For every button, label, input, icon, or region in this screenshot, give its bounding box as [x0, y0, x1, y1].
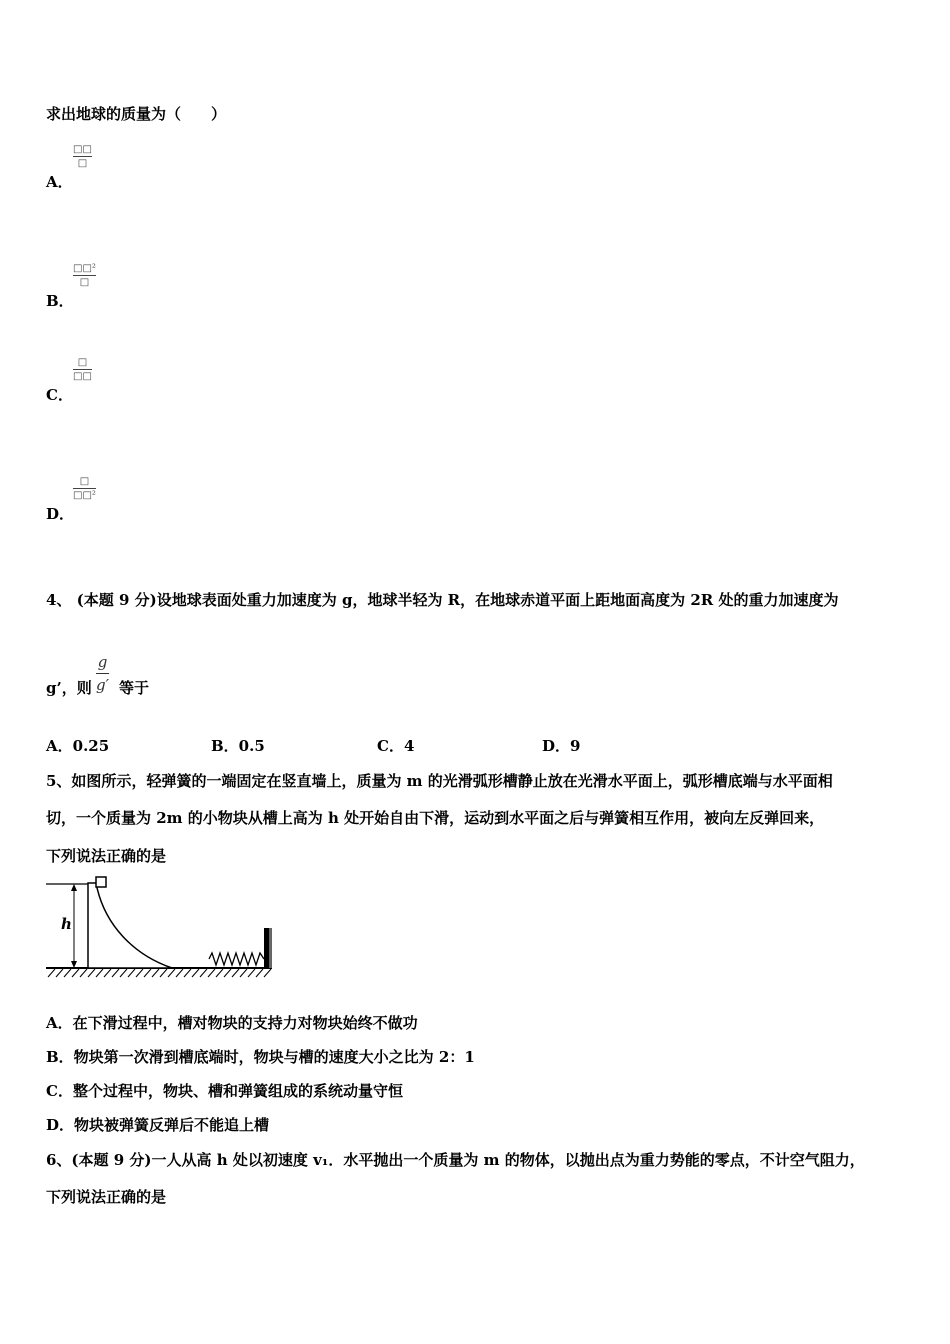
- formula-denominator: □□²: [73, 490, 96, 501]
- formula-denominator: □□: [73, 371, 92, 382]
- formula-numerator: □: [79, 476, 90, 487]
- q3-option-a-formula: [73, 144, 92, 169]
- q5-option-c: C．整个过程中，物块、槽和弹簧组成的系统动量守恒: [46, 1082, 403, 1100]
- formula-numerator: □: [77, 357, 88, 368]
- q5-line2: 切，一个质量为 2m 的小物块从槽上高为 h 处开始自由下滑，运动到水平面之后与弹簧相互作用，被向左反弹回来，: [46, 809, 825, 827]
- formula-numerator: □□²: [73, 263, 96, 274]
- q3-option-b-formula: [73, 263, 96, 288]
- spring: [209, 953, 264, 965]
- q5-figure-slope-spring: [44, 873, 276, 983]
- q3-option-a-label: A．: [46, 173, 73, 191]
- q3-stem: 求出地球的质量为（ ）: [46, 105, 227, 123]
- arrow-head-up-icon: [71, 884, 77, 891]
- q6-line1: 6、(本题 9 分)一人从高 h 处以初速度 v₁．水平抛出一个质量为 m 的物体，以抛出点为重力势能的零点，不计空气阻力，: [46, 1151, 865, 1169]
- q4-option-b: B．0.5: [211, 737, 265, 755]
- q4-option-d: D．9: [542, 737, 581, 755]
- q4-option-a: A．0.25: [46, 737, 110, 755]
- q6-line2: 下列说法正确的是: [46, 1188, 167, 1206]
- wall: [264, 928, 269, 968]
- q3-option-d-formula: [73, 476, 96, 501]
- q5-option-b: B．物块第一次滑到槽底端时，物块与槽的速度大小之比为 2：1: [46, 1048, 475, 1066]
- q4-line2-pre: g’，则: [46, 679, 92, 697]
- q4-line1: 4、 (本题 9 分)设地球表面处重力加速度为 g，地球半轻为 R，在地球赤道平面上距地面高度为 2R 处的重力加速度为: [46, 591, 839, 609]
- q4-option-c: C．4: [377, 737, 415, 755]
- curved-groove: [88, 883, 172, 968]
- ground-hatching: [48, 969, 271, 977]
- q3-option-d-label: D．: [46, 505, 75, 523]
- formula-denominator: □: [77, 158, 88, 169]
- q3-option-c-formula: [73, 357, 92, 382]
- arrow-head-down-icon: [71, 961, 77, 968]
- formula-numerator: g: [97, 653, 108, 671]
- height-label: h: [61, 915, 72, 933]
- q3-option-b-label: B．: [46, 292, 74, 310]
- q4-line2-post: 等于: [119, 679, 150, 697]
- small-block: [96, 877, 106, 887]
- formula-numerator: □□: [73, 144, 92, 155]
- formula-denominator: g′: [96, 676, 110, 694]
- q5-line1: 5、如图所示，轻弹簧的一端固定在竖直墙上，质量为 m 的光滑弧形槽静止放在光滑水平面上，弧形槽底端与水平面相: [46, 772, 833, 790]
- q3-option-c-label: C．: [46, 386, 73, 404]
- formula-denominator: □: [79, 277, 90, 288]
- q5-option-d: D．物块被弹簧反弹后不能追上槽: [46, 1116, 270, 1134]
- q5-option-a: A．在下滑过程中，槽对物块的支持力对物块始终不做功: [46, 1014, 418, 1032]
- q4-ratio-formula: [96, 653, 109, 694]
- q5-line3: 下列说法正确的是: [46, 847, 167, 865]
